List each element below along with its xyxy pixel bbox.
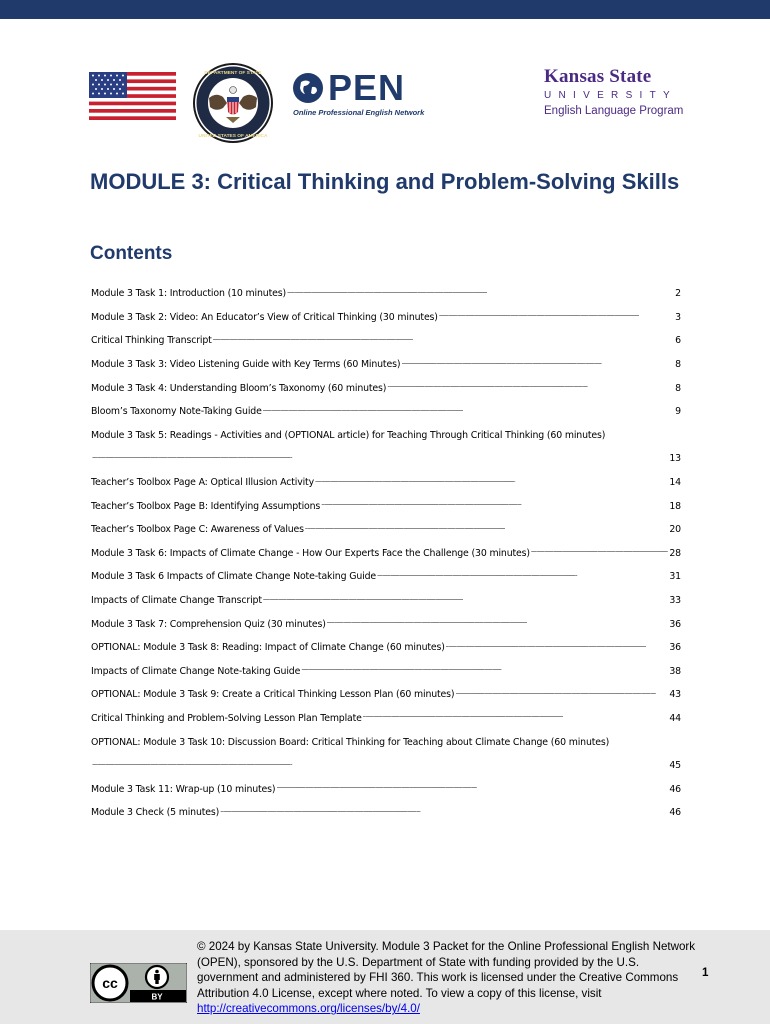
license-notice <box>197 939 697 1017</box>
toc-entry[interactable] <box>91 471 681 495</box>
toc-leader-dots <box>263 596 669 606</box>
toc-leader-dots <box>531 548 668 558</box>
toc-entry[interactable] <box>91 494 681 518</box>
toc-leader-dots <box>327 619 669 629</box>
toc-entry[interactable] <box>91 447 681 471</box>
toc-leader-dots <box>363 713 669 723</box>
toc-entry-page: 43 <box>669 689 681 701</box>
open-logo-letters: PEN <box>328 67 406 108</box>
toc-entry-page: 9 <box>675 406 681 418</box>
license-link[interactable]: http://creativecommons.org/licenses/by/4.0/ <box>197 1002 420 1016</box>
cc-badge-label: BY <box>151 992 163 1002</box>
toc-entry-page: 8 <box>675 359 681 371</box>
toc-entry-label: Module 3 Task 1: Introduction (10 minutes) <box>91 288 286 300</box>
toc-entry-page: 8 <box>675 382 681 394</box>
toc-entry-page: 20 <box>669 524 681 536</box>
toc-entry[interactable] <box>91 707 681 731</box>
logo-strip <box>0 60 770 140</box>
toc-entry-label: Critical Thinking Transcript <box>91 335 212 347</box>
toc-entry-label: Module 3 Task 5: Readings - Activities and (OPTIONAL article) for Teaching Through Critical Thinking (60 minutes) <box>91 429 606 441</box>
toc-entry[interactable] <box>91 801 681 825</box>
toc-entry[interactable] <box>91 400 681 424</box>
toc-entry[interactable] <box>91 306 681 330</box>
toc-entry-label: Teacher’s Toolbox Page C: Awareness of Values <box>91 524 304 536</box>
ksu-university: UNIVERSITY <box>544 90 678 101</box>
toc-entry-page: 31 <box>669 571 681 583</box>
ksu-logo <box>544 66 684 117</box>
us-flag-icon <box>89 72 176 120</box>
toc-leader-dots <box>446 643 669 653</box>
toc-leader-dots <box>276 784 668 794</box>
toc-entry-page: 45 <box>669 760 681 772</box>
toc-entry[interactable] <box>91 542 681 566</box>
toc-leader-dots <box>220 808 668 818</box>
toc-leader-dots <box>455 690 668 700</box>
toc-entry-page: 46 <box>669 783 681 795</box>
ksu-name: Kansas State <box>544 66 652 87</box>
toc-entry-page: 28 <box>669 547 681 559</box>
toc-entry-label: Module 3 Task 11: Wrap-up (10 minutes) <box>91 783 276 795</box>
toc-entry-page: 36 <box>669 642 681 654</box>
toc-entry-page: 2 <box>675 288 681 300</box>
module-title: MODULE 3: Critical Thinking and Problem-Solving Skills <box>90 169 680 194</box>
toc-entry[interactable] <box>91 329 681 353</box>
toc-leader-dots <box>92 761 668 771</box>
toc-entry-label: Module 3 Task 4: Understanding Bloom’s Taxonomy (60 minutes) <box>91 382 387 394</box>
top-bar <box>0 0 770 19</box>
toc-leader-dots <box>401 360 674 370</box>
toc-entry-page: 33 <box>669 595 681 607</box>
license-text: © 2024 by Kansas State University. Module 3 Packet for the Online Professional English Network (OPEN), sponsored by the U.S. Department of State with funding provided by the U.S. government and administered by FHI 360. This work is licensed under the Creative Commons Attribution 4.0 License, except where noted. To view a copy of this license, visit <box>197 940 696 1000</box>
toc-entry-label: Module 3 Task 7: Comprehension Quiz (30 minutes) <box>91 618 326 630</box>
open-tagline: Online Professional English Network <box>293 108 425 117</box>
toc-entry-page: 38 <box>669 665 681 677</box>
toc-leader-dots <box>321 501 668 511</box>
toc-entry[interactable] <box>91 589 681 613</box>
toc-entry[interactable] <box>91 660 681 684</box>
toc-entry[interactable] <box>91 518 681 542</box>
toc-entry-label: Impacts of Climate Change Transcript <box>91 595 262 607</box>
toc-entry-label: Module 3 Task 6 Impacts of Climate Change Note-taking Guide <box>91 571 376 583</box>
toc-entry-label: OPTIONAL: Module 3 Task 10: Discussion Board: Critical Thinking for Teaching about Climate Change (60 minutes) <box>91 736 610 748</box>
svg-text:DEPARTMENT OF STATE: DEPARTMENT OF STATE <box>204 71 262 76</box>
footer <box>0 930 770 1024</box>
toc-leader-dots <box>263 407 674 417</box>
toc-entry[interactable] <box>91 282 681 306</box>
toc-entry-label: Critical Thinking and Problem-Solving Lesson Plan Template <box>91 712 362 724</box>
toc-entry-label: OPTIONAL: Module 3 Task 9: Create a Critical Thinking Lesson Plan (60 minutes) <box>91 689 455 701</box>
svg-text:UNITED STATES OF AMERICA: UNITED STATES OF AMERICA <box>198 134 268 139</box>
toc-entry-label: Module 3 Task 6: Impacts of Climate Change - How Our Experts Face the Challenge (30 minutes) <box>91 547 530 559</box>
department-of-state-seal-icon <box>192 62 274 144</box>
toc-leader-dots <box>305 525 668 535</box>
cc-by-license-icon <box>90 963 187 1003</box>
toc-entry-label: Teacher’s Toolbox Page A: Optical Illusion Activity <box>91 477 314 489</box>
toc-entry-label: Module 3 Task 2: Video: An Educator’s View of Critical Thinking (30 minutes) <box>91 311 438 323</box>
open-logo <box>292 67 432 126</box>
table-of-contents <box>91 282 681 825</box>
toc-entry[interactable] <box>91 683 681 707</box>
toc-entry[interactable] <box>91 777 681 801</box>
toc-leader-dots <box>377 572 668 582</box>
toc-entry-label: OPTIONAL: Module 3 Task 8: Reading: Impact of Climate Change (60 minutes) <box>91 642 445 654</box>
svg-text:cc: cc <box>102 975 118 991</box>
toc-entry[interactable] <box>91 754 681 778</box>
toc-leader-dots <box>287 289 674 299</box>
toc-entry-label: Impacts of Climate Change Note-taking Guide <box>91 665 301 677</box>
toc-entry[interactable] <box>91 376 681 400</box>
toc-entry-page: 6 <box>675 335 681 347</box>
toc-entry-label: Bloom’s Taxonomy Note-Taking Guide <box>91 406 262 418</box>
toc-leader-dots <box>213 336 674 346</box>
toc-entry[interactable] <box>91 730 681 754</box>
toc-leader-dots <box>315 478 668 488</box>
toc-entry[interactable] <box>91 424 681 448</box>
toc-entry-label: Teacher’s Toolbox Page B: Identifying Assumptions <box>91 500 321 512</box>
toc-entry[interactable] <box>91 353 681 377</box>
toc-entry-label: Module 3 Check (5 minutes) <box>91 807 220 819</box>
contents-heading: Contents <box>90 243 173 264</box>
toc-leader-dots <box>439 312 674 322</box>
toc-entry-page: 36 <box>669 618 681 630</box>
ksu-program: English Language Program <box>544 105 684 117</box>
toc-entry-page: 46 <box>669 807 681 819</box>
page-number: 1 <box>702 966 709 979</box>
toc-leader-dots <box>387 383 674 393</box>
toc-entry[interactable] <box>91 636 681 660</box>
toc-leader-dots <box>301 666 668 676</box>
toc-entry-page: 13 <box>669 453 681 465</box>
toc-leader-dots <box>92 454 668 464</box>
toc-entry-page: 3 <box>675 311 681 323</box>
globe-icon <box>292 72 324 104</box>
toc-entry-label: Module 3 Task 3: Video Listening Guide with Key Terms (60 Minutes) <box>91 359 401 371</box>
toc-entry-page: 44 <box>669 712 681 724</box>
toc-entry[interactable] <box>91 612 681 636</box>
toc-entry-page: 14 <box>669 477 681 489</box>
toc-entry-page: 18 <box>669 500 681 512</box>
toc-entry[interactable] <box>91 565 681 589</box>
